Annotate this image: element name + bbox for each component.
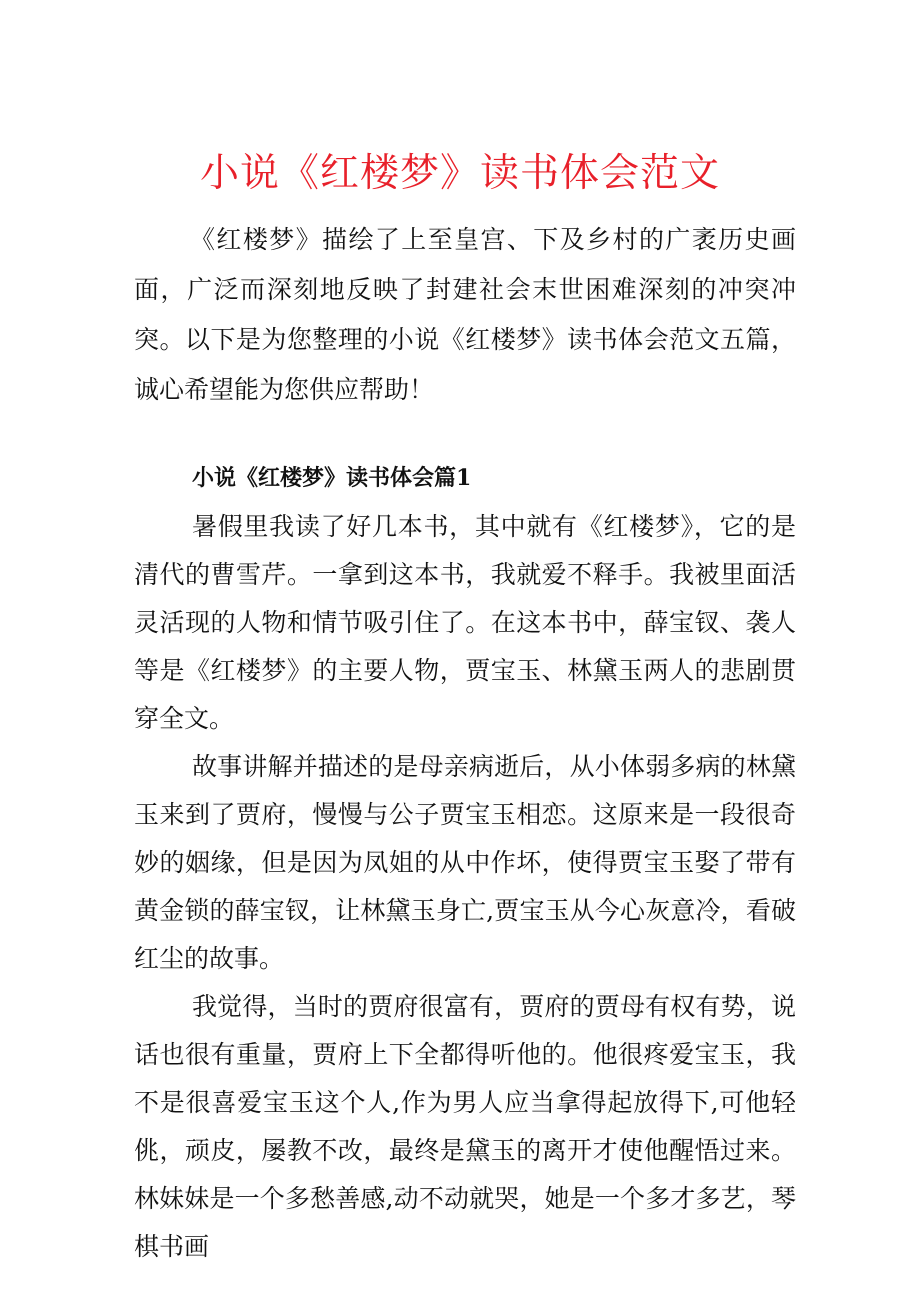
document-title: 小说《红楼梦》读书体会范文 <box>199 151 720 196</box>
section-body <box>134 503 796 1271</box>
body-paragraph: 暑假里我读了好几本书，其中就有《红楼梦》，它的是清代的曹雪芹。一拿到这本书，我就爱不释手。我被里面活灵活现的人物和情节吸引住了。在这本书中，薛宝钗、袭人等是《红楼梦》的主要人物，贾宝玉、林黛玉两人的悲剧贯穿全文。 <box>134 512 796 733</box>
body-paragraph: 故事讲解并描述的是母亲病逝后，从小体弱多病的林黛玉来到了贾府，慢慢与公子贾宝玉相恋。这原来是一段很奇妙的姻缘，但是因为凤姐的从中作坏，使得贾宝玉娶了带有黄金锁的薛宝钗，让林黛玉身亡,贾宝玉从今心灰意冷，看破红尘的故事。 <box>134 752 796 973</box>
section-heading: 小说《红楼梦》读书体会篇1 <box>192 465 472 491</box>
intro-paragraph: 《红楼梦》描绘了上至皇宫、下及乡村的广袤历史画面，广泛而深刻地反映了封建社会末世困难深刻的冲突冲突。以下是为您整理的小说《红楼梦》读书体会范文五篇，诚心希望能为您供应帮助！ <box>134 225 796 404</box>
body-paragraph: 我觉得，当时的贾府很富有，贾府的贾母有权有势，说话也很有重量，贾府上下全都得听他的。他很疼爱宝玉，我不是很喜爱宝玉这个人,作为男人应当拿得起放得下,可他轻佻，顽皮，屡教不改，最终是黛玉的离开才使他醒悟过来。林妹妹是一个多愁善感,动不动就哭，她是一个多才多艺，琴棋书画 <box>134 992 796 1261</box>
